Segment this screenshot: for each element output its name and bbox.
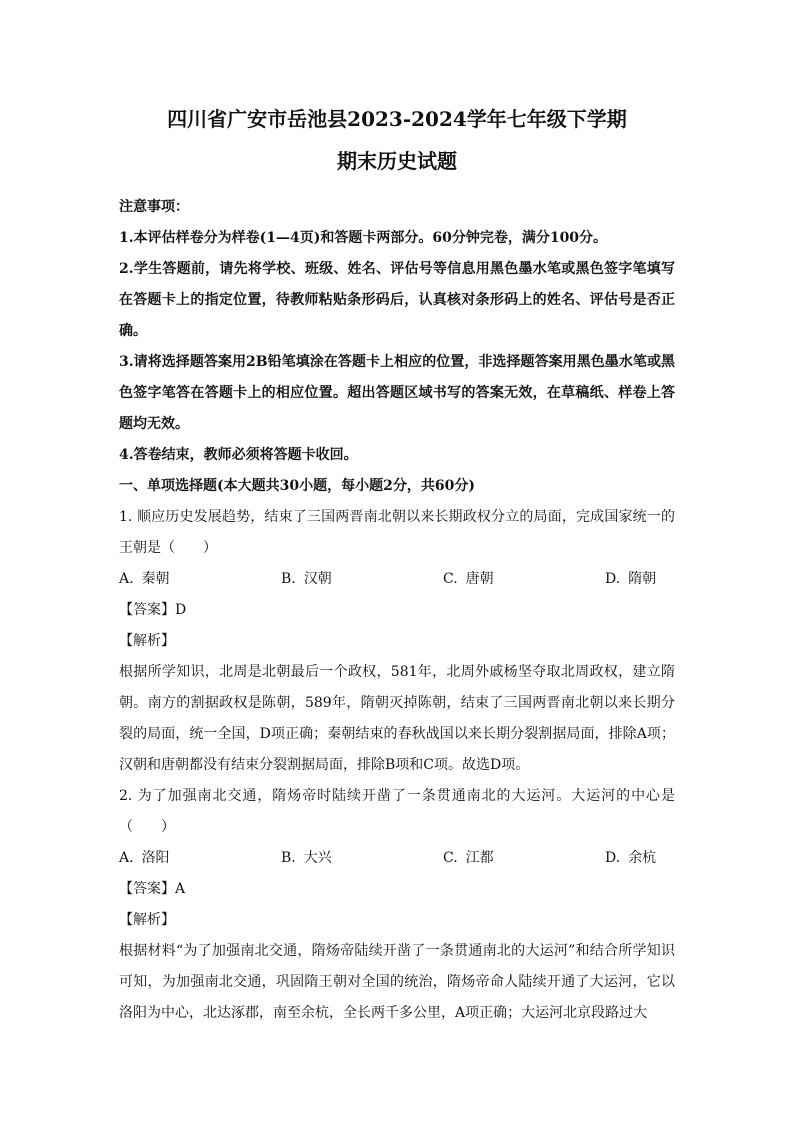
question-2-option-d — [605, 843, 656, 874]
question-2-analysis: 根据材料“为了加强南北交通，隋炀帝陆续开凿了一条贯通南北的大运河”和结合所学知识可知，为加强南北交通，巩固隋王朝对全国的统治，隋炀帝命人陆续开通了大运河，它以洛阳为中心，北达涿郡，南至余杭，全长两千多公里，A项正确；大运河北京段路过大 — [119, 943, 675, 1021]
option-letter: A. — [119, 850, 134, 866]
note-4: 4.答卷结束，教师必须将答题卡收回。 — [119, 447, 358, 463]
option-text: 洛阳 — [141, 850, 170, 866]
notice-heading: 注意事项： — [119, 199, 189, 215]
option-text: 余杭 — [628, 850, 657, 866]
note-1: 1.本评估样卷分为样卷(1—4页)和答题卡两部分。60分钟完卷，满分100分。 — [119, 230, 608, 246]
option-text: 大兴 — [303, 850, 332, 866]
question-1-analysis-label: 【解析】 — [119, 633, 175, 649]
question-2-option-a — [119, 843, 281, 874]
question-2-analysis-label: 【解析】 — [119, 912, 175, 928]
option-letter: D. — [605, 571, 621, 587]
option-letter: B. — [281, 571, 296, 587]
question-2-option-b — [281, 843, 443, 874]
note-2: 2.学生答题前，请先将学校、班级、姓名、评估号等信息用黑色墨水笔或黑色签字笔填写在答题卡上的指定位置，待教师粘贴条形码后，认真核对条形码上的姓名、评估号是否正确。 — [119, 261, 675, 339]
question-1-answer: 【答案】D — [119, 602, 187, 618]
question-1-analysis: 根据所学知识，北周是北朝最后一个政权，581年，北周外戚杨坚夺取北周政权，建立隋朝。南方的割据政权是陈朝，589年，隋朝灭掉陈朝，结束了三国两晋南北朝以来长期分裂的局面，统一全国，D项正确；秦朝结束的春秋战国以来长期分裂割据局面，排除A项；汉朝和唐朝都没有结束分裂割据局面，排除B项和C项。故选D项。 — [119, 664, 675, 773]
option-text: 江都 — [465, 850, 494, 866]
question-1-option-a — [119, 564, 281, 595]
option-text: 隋朝 — [628, 571, 657, 587]
question-2-options — [119, 843, 675, 874]
option-letter: C. — [443, 850, 458, 866]
question-1-option-b — [281, 564, 443, 595]
question-2-stem: 2. 为了加强南北交通，隋炀帝时陆续开凿了一条贯通南北的大运河。大运河的中心是（ ） — [119, 788, 675, 835]
exam-title-line1: 四川省广安市岳池县2023-2024学年七年级下学期 — [167, 107, 627, 131]
question-1-option-d — [605, 564, 656, 595]
question-2-answer: 【答案】A — [119, 881, 186, 897]
question-1-option-c — [443, 564, 605, 595]
option-letter: B. — [281, 850, 296, 866]
option-text: 汉朝 — [303, 571, 332, 587]
exam-title-line2: 期末历史试题 — [337, 149, 457, 173]
question-1-options — [119, 564, 675, 595]
question-2-option-c — [443, 843, 605, 874]
document-page — [119, 98, 675, 1029]
option-text: 唐朝 — [465, 571, 494, 587]
question-1-stem: 1. 顺应历史发展趋势，结束了三国两晋南北朝以来长期政权分立的局面，完成国家统一的王朝是（ ） — [119, 509, 675, 556]
note-3: 3.请将选择题答案用2B铅笔填涂在答题卡上相应的位置，非选择题答案用黑色墨水笔或黑色签字笔答在答题卡上的相应位置。超出答题区域书写的答案无效，在草稿纸、样卷上答题均无效。 — [119, 354, 675, 432]
option-letter: C. — [443, 571, 458, 587]
section-heading: 一、单项选择题(本大题共30小题，每小题2分，共60分) — [119, 478, 475, 494]
option-letter: A. — [119, 571, 134, 587]
option-text: 秦朝 — [141, 571, 170, 587]
option-letter: D. — [605, 850, 621, 866]
